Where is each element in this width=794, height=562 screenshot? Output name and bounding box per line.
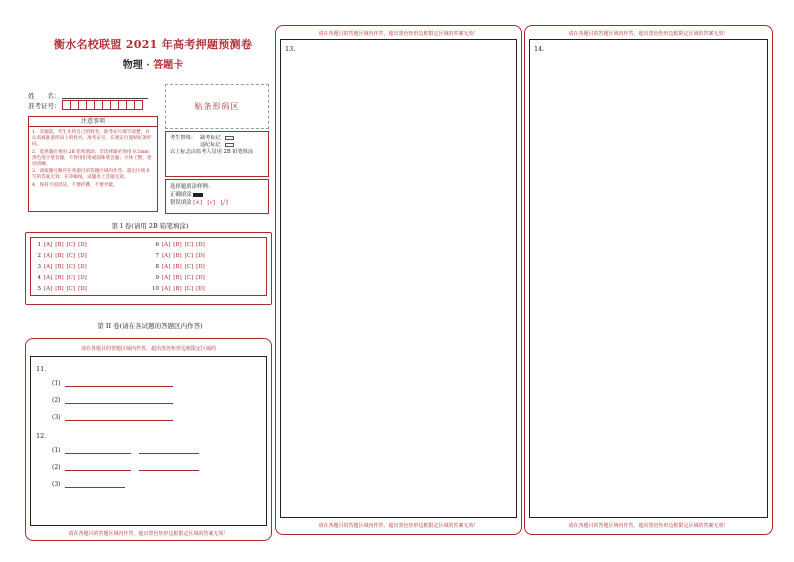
answer-area-14[interactable]: [529, 39, 768, 518]
notice-item: 4．保持卡面清洁，不要折叠、不要弄破。: [32, 182, 118, 188]
missing-mark-label: 缺考标记: [199, 135, 221, 141]
example-title: 选择题填涂样例：: [170, 184, 214, 190]
panel-warning-bottom: 请在各题目的答题区域内作答，超出黑色矩形边框限定区域的答案无效！: [68, 531, 229, 537]
q12-sub-2[interactable]: (2): [52, 464, 199, 471]
choice-row[interactable]: 5 [A] [B] [C] [D]: [37, 286, 87, 292]
page-title: 衡水名校联盟 2021 年高考押题预测卷: [53, 38, 253, 51]
subject-label: 物理: [122, 60, 143, 71]
violation-mark-label: 违纪标记: [199, 142, 221, 148]
exam-number-boxes[interactable]: [62, 100, 142, 110]
question-14-number: 14.: [534, 45, 545, 53]
q11-sub-3[interactable]: (3): [52, 414, 173, 421]
violation-mark-box[interactable]: [225, 143, 234, 147]
section1-title: 第 I 卷(请用 2B 铅笔填涂): [111, 222, 189, 230]
name-label: 姓 名：: [28, 92, 61, 100]
proctor-label: 考生禁填：: [170, 135, 196, 141]
missing-mark-box[interactable]: [225, 136, 234, 140]
q12-sub-3[interactable]: (3): [52, 481, 125, 488]
choice-row[interactable]: 8 [A] [B] [C] [D]: [155, 264, 205, 270]
question-13-number: 13.: [285, 45, 296, 53]
barcode-area: 贴条形码区: [165, 84, 269, 129]
panel-warning-bottom: 请在各题目的答题区域内作答，超出黑色矩形边框限定区域的答案无效！: [568, 523, 729, 529]
section2-title: 第 II 卷(请在各试题的答题区内作答): [97, 322, 203, 330]
fill-example-box: [165, 179, 269, 214]
card-label: 答题卡: [153, 60, 184, 71]
question-11-number: 11．: [36, 365, 51, 373]
choice-row[interactable]: 1 [A] [B] [C] [D]: [37, 242, 87, 248]
choice-row[interactable]: 4 [A] [B] [C] [D]: [37, 275, 87, 281]
name-field[interactable]: [62, 98, 148, 99]
q11-sub-1[interactable]: (1): [52, 380, 173, 387]
wrong-fill-samples: [×] [√] [╱]: [193, 200, 228, 206]
notice-item: 1．答题前，考生先将自己的姓名、准考证号填写清楚，并认真核准条形码上的姓名、准考证号，在规定位置贴好条形码。: [32, 130, 152, 148]
proctor-note: 以上标志由监考人员用 2B 铅笔填涂: [170, 149, 254, 155]
q11-sub-2[interactable]: (2): [52, 397, 173, 404]
proctor-marks-box: [165, 131, 269, 177]
notice-title: 注意事项: [29, 117, 157, 127]
wrong-fill-label: 错误填涂: [170, 200, 192, 206]
notice-item: 3．请按题号顺序在各题目的答题区域内作答，超出区域书写的答案无效；在草稿纸、试题卷上答题无效。: [32, 169, 150, 181]
choice-row[interactable]: 7 [A] [B] [C] [D]: [155, 253, 205, 259]
choice-row[interactable]: 9 [A] [B] [C] [D]: [155, 275, 205, 281]
choice-row[interactable]: 6 [A] [B] [C] [D]: [155, 242, 205, 248]
panel-warning-bottom: 请在各题目的答题区域内作答，超出黑色矩形边框限定区域的答案无效！: [318, 523, 479, 529]
subtitle-dot: ·: [146, 60, 150, 71]
notice-box: [28, 116, 158, 212]
panel-warning-top: 请在各题目的答题区域内作答，超出黑色矩形边框限定区域的答案无效！: [318, 31, 479, 37]
page-subtitle: [28, 56, 278, 71]
panel-warning-top: 请在各题目的答题区域内作答，超出黑色矩形边框限定区域的答案无效！: [568, 31, 729, 37]
correct-fill-sample: [193, 193, 203, 197]
choice-row[interactable]: 3 [A] [B] [C] [D]: [37, 264, 87, 270]
choice-row[interactable]: 10 [A] [B] [C] [D]: [152, 286, 205, 292]
answer-area-13[interactable]: [280, 39, 517, 518]
correct-fill-label: 正确填涂: [170, 192, 192, 198]
notice-item: 2．选择题必须用 2B 铅笔填涂；非选择题必须用 0.5mm 黑色签字笔答题，不得用铅笔或圆珠笔答题；字体工整、笔迹清晰。: [32, 149, 152, 168]
exam-number-label: 准考证号：: [28, 102, 61, 110]
panel-warning-top: 请在各题目的答题区域内作答，超出黑色矩形边框限定区域的: [80, 346, 216, 352]
choice-row[interactable]: 2 [A] [B] [C] [D]: [37, 253, 87, 259]
question-12-number: 12．: [36, 432, 51, 440]
choice-area: [30, 237, 267, 296]
q12-sub-1[interactable]: (1): [52, 447, 199, 454]
